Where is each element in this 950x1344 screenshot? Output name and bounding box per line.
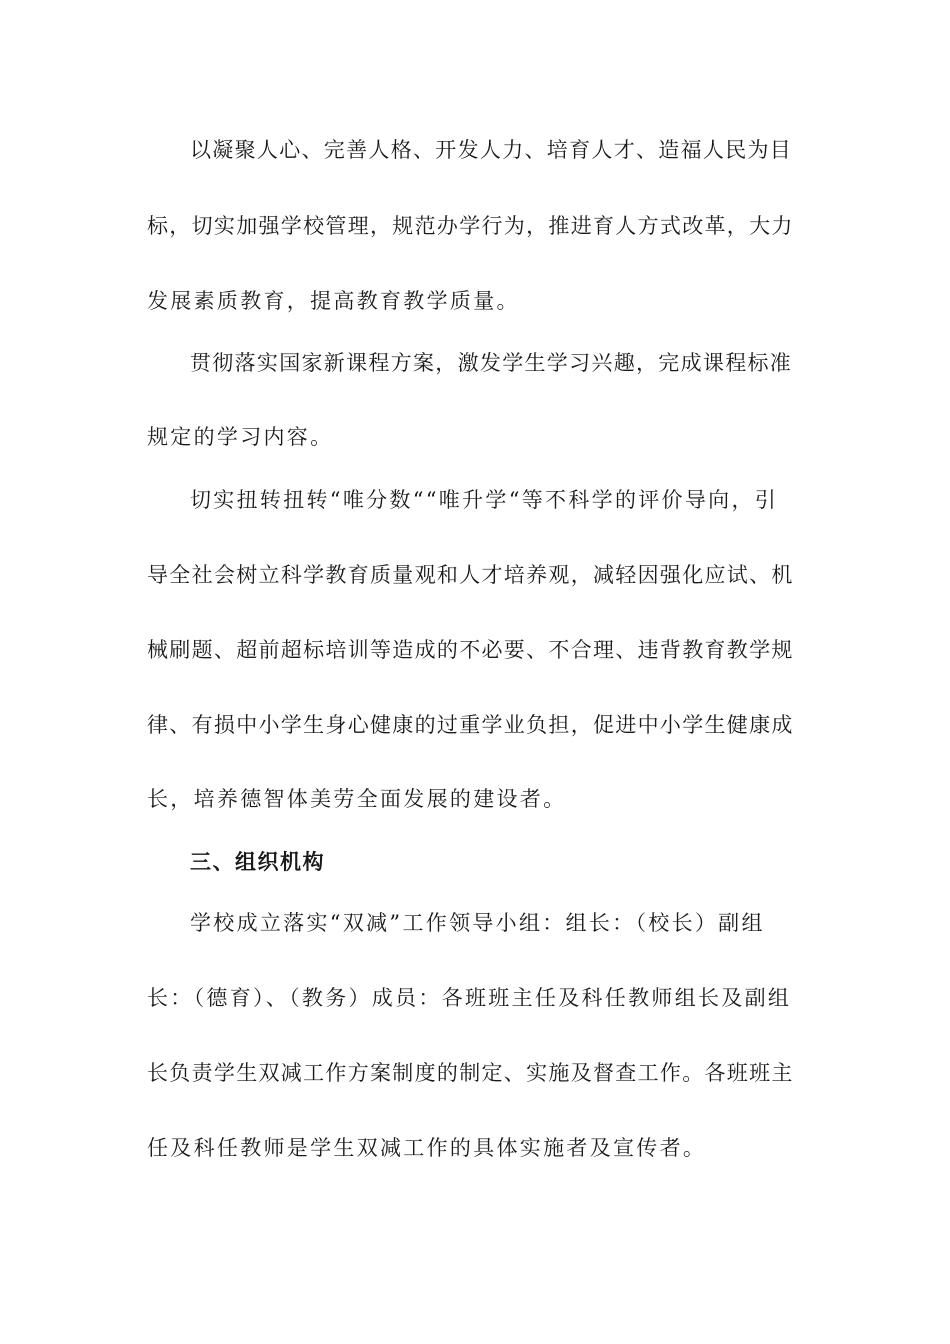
section-heading: 三、组织机构 [190, 850, 325, 874]
paragraph-3-line-2: 导全社会树立科学教育质量观和人才培养观，减轻因强化应试、机 [147, 563, 794, 587]
paragraph-1-line-1: 以凝聚人心、完善人格、开发人力、培育人才、造福人民为目 [190, 138, 793, 162]
paragraph-4-line-2: 长：（德育）、（教务）成员：各班班主任及科任教师组长及副组 [147, 986, 792, 1010]
paragraph-3-line-3: 械刷题、超前超标培训等造成的不必要、不合理、违背教育教学规 [147, 638, 794, 662]
paragraph-3-line-1: 切实扭转扭转“唯分数““唯升学“等不科学的评价导向，引 [190, 488, 779, 512]
paragraph-3-line-4: 律、有损中小学生身心健康的过重学业负担，促进中小学生健康成 [147, 713, 794, 737]
paragraph-4-line-4: 任及科任教师是学生双减工作的具体实施者及宣传者。 [147, 1136, 707, 1160]
paragraph-2-line-1: 贯彻落实国家新课程方案，激发学生学习兴趣，完成课程标准 [190, 351, 793, 375]
paragraph-2-line-2: 规定的学习内容。 [147, 425, 334, 449]
paragraph-4-line-3: 长负责学生双减工作方案制度的制定、实施及督查工作。各班班主 [147, 1061, 794, 1085]
paragraph-3-line-5: 长，培养德智体美劳全面发展的建设者。 [147, 787, 567, 811]
paragraph-4-line-1: 学校成立落实“双减”工作领导小组：组长：（校长）副组 [190, 911, 765, 935]
paragraph-1-line-3: 发展素质教育，提高教育教学质量。 [147, 289, 520, 313]
paragraph-1-line-2: 标，切实加强学校管理，规范办学行为，推进育人方式改革，大力 [147, 214, 794, 238]
